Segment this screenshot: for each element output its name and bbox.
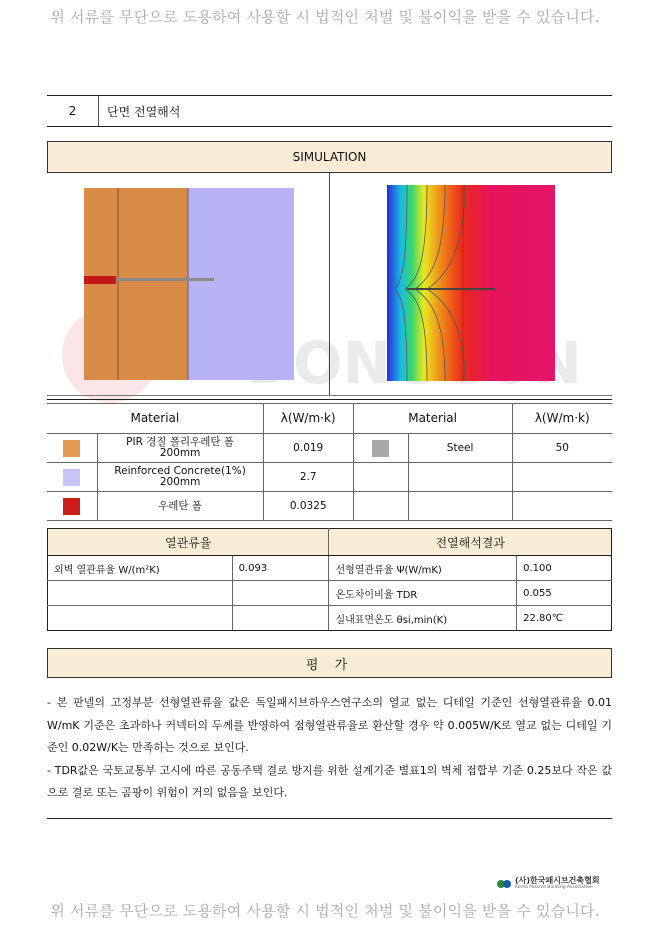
result-label: 실내표면온도 θsi,min(K) — [329, 606, 517, 631]
material-swatch-cell — [47, 492, 97, 521]
section-header — [47, 95, 612, 127]
evaluation-paragraph: - TDR값은 국토교통부 고시에 따른 공동주택 결로 방지를 위한 설계기준 별표1의 벽체 접합부 기준 0.25보다 작은 값으로 결로 또는 곰팡이 위험이 거의 없음을 보인다. — [47, 763, 612, 799]
divider — [47, 395, 612, 396]
divider — [47, 818, 612, 819]
result-value — [232, 581, 329, 606]
evaluation-paragraph: - 본 판넬의 고정부분 선형열관류율 값은 독일패시브하우스연구소의 열교 없는 디테일 기준인 선형열관류율 0.01 W/mK 기준은 초과하나 커넥터의 두께를 반영하여 점형열관류율로 환산할 경우 약 0.005W/K로 열교 없는 디테일 기준인 0.02W/K는 만족하는 것으로 보인다. — [47, 696, 612, 754]
result-label: 외벽 열관류율 W/(m²K) — [48, 556, 233, 581]
logo-title: (사)한국패시브건축협회 — [515, 876, 600, 885]
result-label: 선형열관류율 Ψ(W/mK) — [329, 556, 517, 581]
result-value: 0.093 — [232, 556, 329, 581]
swatch-icon — [372, 440, 389, 457]
material-section-diagram — [84, 188, 294, 380]
material-lambda: 2.7 — [263, 463, 353, 492]
evaluation-text — [47, 692, 612, 805]
logo-subtitle: Korea Passive Building Association — [515, 885, 593, 890]
materials-table — [47, 403, 612, 521]
material-swatch-cell — [47, 434, 97, 463]
copyright-notice-bottom: 위 서류를 무단으로 도용하여 사용할 시 법적인 처벌 및 불이익을 받을 수 있습니다. — [50, 902, 600, 920]
material-name: PIR 경질 폴리우레탄 폼 200mm — [97, 434, 263, 463]
table-header: λ(W/m·k) — [263, 404, 353, 434]
simulation-images — [47, 173, 612, 395]
result-value: 22.80℃ — [517, 606, 612, 631]
swatch-icon — [63, 469, 80, 486]
material-lambda: 0.0325 — [263, 492, 353, 521]
results-left-header: 열관류율 — [48, 529, 329, 556]
result-value: 0.100 — [517, 556, 612, 581]
swatch-icon — [63, 498, 80, 515]
result-value — [232, 606, 329, 631]
material-lambda: 0.019 — [263, 434, 353, 463]
results-table — [47, 528, 612, 631]
section-number: 2 — [47, 96, 99, 126]
swatch-icon — [63, 440, 80, 457]
results-right-header: 전열해석결과 — [329, 529, 612, 556]
result-label — [48, 606, 233, 631]
evaluation-header: 평 가 — [47, 648, 612, 678]
section-title: 단면 전열해석 — [107, 104, 181, 119]
simulation-header: SIMULATION — [47, 141, 612, 173]
table-header: λ(W/m·k) — [512, 404, 612, 434]
material-swatch-cell — [47, 463, 97, 492]
divider — [47, 399, 612, 400]
result-label: 온도차이비율 TDR — [329, 581, 517, 606]
result-value: 0.055 — [517, 581, 612, 606]
simulation-divider — [329, 173, 330, 395]
result-label — [48, 581, 233, 606]
table-header: Material — [353, 404, 512, 434]
material-name: Reinforced Concrete(1%) 200mm — [97, 463, 263, 492]
copyright-notice-top: 위 서류를 무단으로 도용하여 사용할 시 법적인 처벌 및 불이익을 받을 수 있습니다. — [50, 8, 600, 26]
material-name: Steel — [408, 434, 512, 463]
association-logo — [497, 877, 600, 891]
material-lambda: 50 — [512, 434, 612, 463]
material-swatch-cell — [353, 434, 408, 463]
thermal-simulation-image — [387, 185, 555, 381]
logo-icon — [497, 879, 511, 889]
table-header: Material — [47, 404, 263, 434]
material-name: 우레탄 폼 — [97, 492, 263, 521]
